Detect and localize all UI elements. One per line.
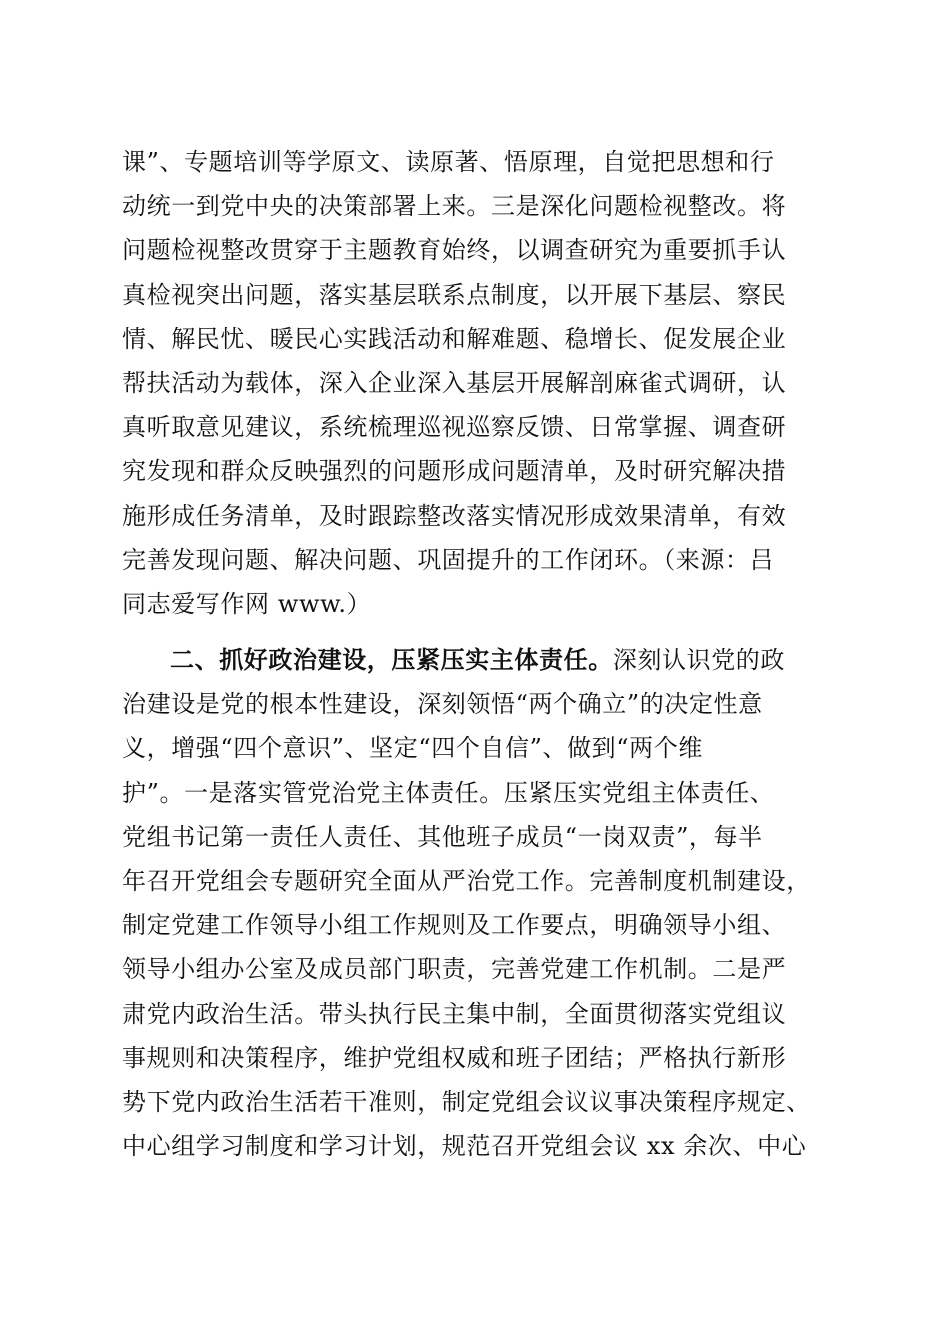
text-line: 情、解民忧、暖民心实践活动和解难题、稳增长、促发展企业 [122,324,787,353]
text-line: 治建设是党的根本性建设，深刻领悟“两个确立”的决定性意 [122,690,763,719]
paragraph-continuation [122,140,842,626]
text-line: 究发现和群众反映强烈的问题形成问题清单，及时研究解决措 [122,457,787,486]
text-line: 护”。一是落实管党治党主体责任。压紧压实党组主体责任、 [122,778,775,807]
text-line: 真检视突出问题，落实基层联系点制度，以开展下基层、察民 [122,280,787,309]
text-line: 年召开党组会专题研究全面从严治党工作。完善制度机制建设， [122,867,811,895]
text-line: 问题检视整改贯穿于主题教育始终，以调查研究为重要抓手认 [122,236,787,265]
paragraph-gap [122,626,842,638]
section-heading: 二、抓好政治建设，压紧压实主体责任。 [170,645,613,675]
text-line: 真听取意见建议，系统梳理巡视巡察反馈、日常掌握、调查研 [122,413,787,442]
document-body [122,140,842,1168]
text-line: 动统一到党中央的决策部署上来。三是深化问题检视整改。将 [122,192,787,221]
text-line: 事规则和决策程序，维护党组权威和班子团结；严格执行新形 [122,1043,787,1072]
text-line: 党组书记第一责任人责任、其他班子成员“一岗双责”，每半 [122,822,763,851]
text-line: 完善发现问题、解决问题、巩固提升的工作闭环。（来源：吕 [122,545,775,574]
text-line: 中心组学习制度和学习计划，规范召开党组会议 xx 余次、中心 [122,1132,807,1161]
text-line: 课”、专题培训等学原文、读原著、悟原理，自觉把思想和行 [122,148,775,176]
text-line: 同志爱写作网 www.） [122,589,372,618]
text-line: 施形成任务清单，及时跟踪整改落实情况形成效果清单，有效 [122,501,787,530]
text-line: 领导小组办公室及成员部门职责，完善党建工作机制。二是严 [122,955,787,984]
paragraph-political-construction [122,638,842,1168]
text-line: 肃党内政治生活。带头执行民主集中制，全面贯彻落实党组议 [122,999,787,1028]
text-line: 帮扶活动为载体，深入企业深入基层开展解剖麻雀式调研，认 [122,368,787,397]
text-line: 义，增强“四个意识”、坚定“四个自信”、做到“两个维 [122,734,703,763]
text-line: 制定党建工作领导小组工作规则及工作要点，明确领导小组、 [122,911,787,940]
text-line: 势下党内政治生活若干准则，制定党组会议议事决策程序规定、 [122,1087,811,1116]
paragraph-first-line [122,638,842,682]
heading-line-rest: 深刻认识党的政 [612,646,786,675]
